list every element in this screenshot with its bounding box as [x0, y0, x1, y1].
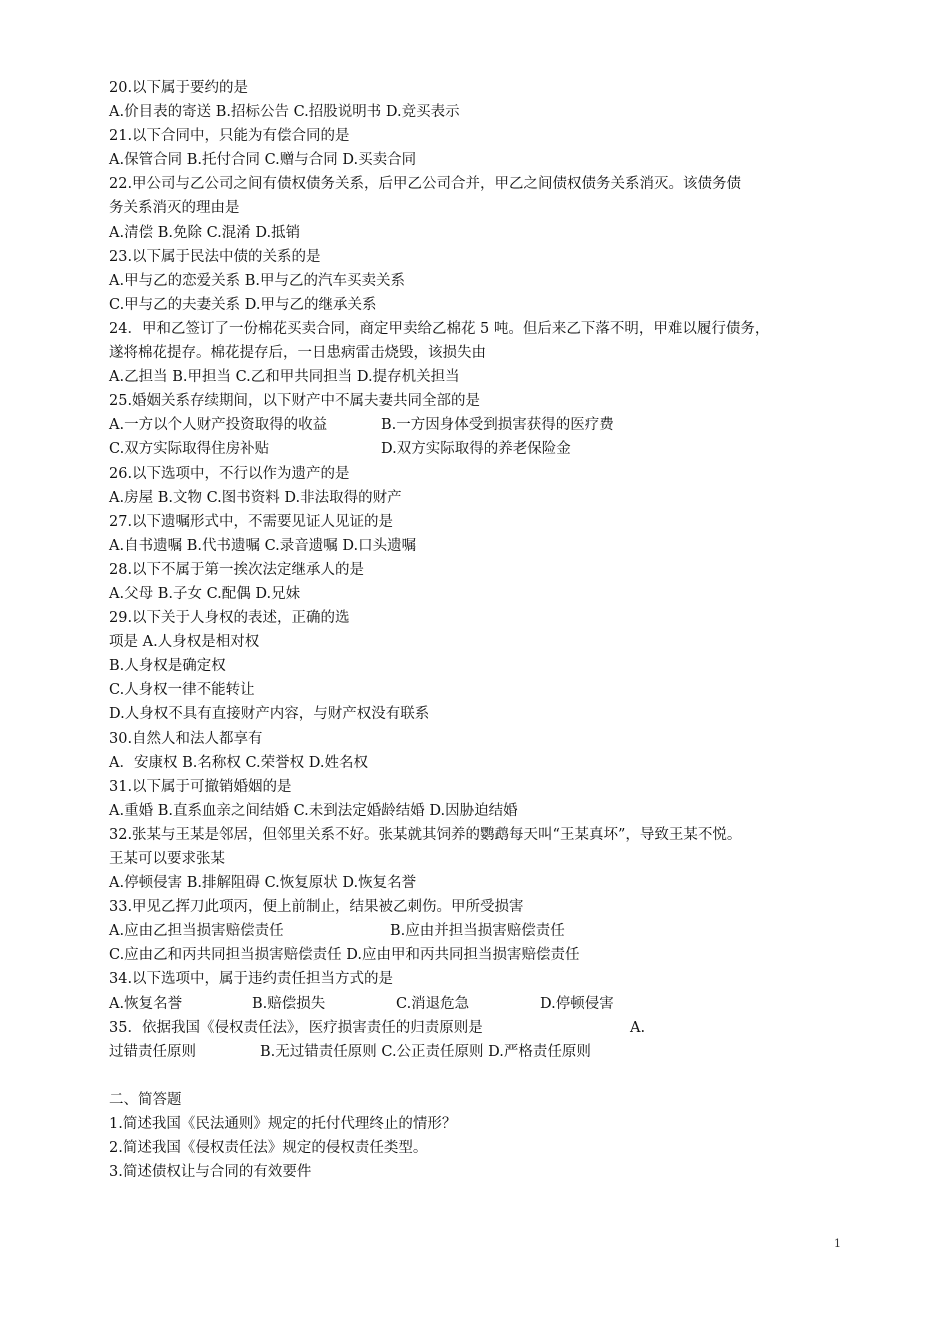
options-23-line-2: C.甲与乙的夫妻关系 D.甲与乙的继承关系: [109, 296, 377, 313]
question-33: 33.甲见乙挥刀此项丙，便上前制止，结果被乙刺伤。甲所受损害: [109, 899, 524, 916]
options-27: A.自书遗嘱 B.代书遗嘱 C.录音遗嘱 D.口头遗嘱: [109, 537, 417, 554]
options-35: [109, 1040, 849, 1064]
question-28: 28.以下不属于第一挨次法定继承人的是: [109, 561, 365, 578]
options-33-line-2: C.应由乙和丙共同担当损害赔偿责任 D.应由甲和丙共同担当损害赔偿责任: [109, 947, 580, 964]
question-31: 31.以下属于可撤销婚姻的是: [109, 778, 292, 795]
option-35-a-label: A.: [630, 1019, 646, 1036]
options-32: A.停顿侵害 B.排解阻碍 C.恢复原状 D.恢复名誉: [109, 875, 417, 892]
option-29-b: B.人身权是确定权: [109, 658, 226, 675]
option-35-a-text: 过错责任原则: [109, 1043, 196, 1060]
document-body: [109, 76, 849, 1184]
question-35-text: 35．依据我国《侵权责任法》，医疗损害责任的归责原则是: [109, 1019, 483, 1036]
option-33-a: A.应由乙担当损害赔偿责任: [109, 923, 284, 940]
question-29: 29.以下关于人身权的表述，正确的选: [109, 610, 350, 627]
blank-line: [109, 1064, 849, 1088]
question-32-line-2: 王某可以要求张某: [109, 851, 225, 867]
option-25-b: B.一方因身体受到损害获得的医疗费: [381, 417, 614, 434]
question-32-line-1: 32.张某与王某是邻居，但邻里关系不好。张某就其饲养的鹦鹉每天叫“王某真坏”，导致王某不悦。: [109, 826, 742, 843]
options-35-rest: B.无过错责任原则 C.公正责任原则 D.严格责任原则: [260, 1043, 591, 1060]
option-34-c: C.消退危急: [396, 995, 470, 1012]
options-30: A．安康权 B.名称权 C.荣誉权 D.姓名权: [109, 754, 368, 771]
option-29-d: D.人身权不具有直接财产内容，与财产权没有联系: [109, 706, 430, 723]
options-22: A.清偿 B.免除 C.混淆 D.抵销: [109, 224, 301, 241]
question-24-line-1: 24．甲和乙签订了一份棉花买卖合同，商定甲卖给乙棉花 5 吨。但后来乙下落不明，甲难以履行债务，: [109, 320, 770, 337]
section-heading-short-answer: 二、简答题: [109, 1091, 182, 1108]
question-25: 25.婚姻关系存续期间，以下财产中不属夫妻共同全部的是: [109, 393, 481, 410]
option-34-a: A.恢复名誉: [109, 995, 183, 1012]
options-25-line-2: [109, 437, 849, 461]
options-20: A.价目表的寄送 B.招标公告 C.招股说明书 D.竞买表示: [109, 104, 460, 121]
option-25-c: C.双方实际取得住房补贴: [109, 441, 270, 458]
options-34: [109, 992, 849, 1016]
options-33-line-1: [109, 919, 849, 943]
question-24-line-2: 遂将棉花提存。棉花提存后，一日患病雷击烧毁，该损失由: [109, 345, 486, 362]
short-answer-2: 2.简述我国《侵权责任法》规定的侵权责任类型。: [109, 1140, 428, 1157]
question-22-line-1: 22.甲公司与乙公司之间有债权债务关系，后甲乙公司合并，甲乙之间债权债务关系消灭。该债务债: [109, 176, 742, 193]
options-26: A.房屋 B.文物 C.图书资料 D.非法取得的财产: [109, 489, 402, 506]
option-29-a: 项是 A.人身权是相对权: [109, 634, 260, 651]
option-29-c: C.人身权一律不能转让: [109, 682, 255, 699]
question-30: 30.自然人和法人都享有: [109, 730, 263, 747]
option-33-b: B.应由并担当损害赔偿责任: [390, 923, 565, 940]
option-34-b: B.赔偿损失: [252, 995, 326, 1012]
question-35: [109, 1016, 849, 1040]
option-34-d: D.停顿侵害: [540, 995, 614, 1012]
option-25-d: D.双方实际取得的养老保险金: [381, 441, 571, 458]
short-answer-3: 3.简述债权让与合同的有效要件: [109, 1164, 312, 1181]
question-34: 34.以下选项中，属于违约责任担当方式的是: [109, 971, 394, 988]
question-27: 27.以下遗嘱形式中，不需要见证人见证的是: [109, 513, 394, 530]
question-20: 20.以下属于要约的是: [109, 80, 249, 96]
options-24: A.乙担当 B.甲担当 C.乙和甲共同担当 D.提存机关担当: [109, 369, 460, 386]
options-28: A.父母 B.子女 C.配偶 D.兄妹: [109, 585, 301, 602]
question-26: 26.以下选项中，不行以作为遗产的是: [109, 465, 350, 482]
options-23-line-1: A.甲与乙的恋爱关系 B.甲与乙的汽车买卖关系: [109, 272, 405, 289]
options-25-line-1: [109, 413, 849, 437]
option-25-a: A.一方以个人财产投资取得的收益: [109, 417, 328, 434]
options-21: A.保管合同 B.托付合同 C.赠与合同 D.买卖合同: [109, 152, 417, 169]
options-31: A.重婚 B.直系血亲之间结婚 C.未到法定婚龄结婚 D.因胁迫结婚: [109, 802, 518, 819]
short-answer-1: 1.简述我国《民法通则》规定的托付代理终止的情形？: [109, 1116, 457, 1133]
question-23: 23.以下属于民法中债的关系的是: [109, 248, 321, 265]
question-21: 21.以下合同中，只能为有偿合同的是: [109, 128, 350, 145]
page-number: 1: [834, 1237, 841, 1250]
question-22-line-2: 务关系消灭的理由是: [109, 200, 240, 217]
